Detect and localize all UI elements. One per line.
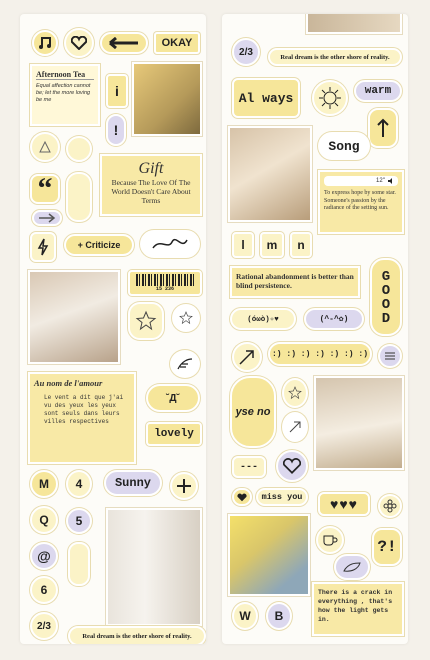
sparkle-sticker: [170, 472, 198, 500]
lovely-sticker: lovely: [146, 422, 202, 446]
letter-w-sticker: W: [232, 602, 258, 630]
arrow-left-sticker: [100, 32, 148, 54]
circle-a-sticker: [30, 132, 60, 162]
face-kaomoji-sticker: (óωò)✧♥: [230, 308, 296, 330]
lines-sticker: [378, 344, 402, 368]
letter-q-sticker: Q: [30, 506, 58, 534]
stars-sticker: [128, 302, 164, 340]
rational-text: Rational abandonment is better than blind persistence.: [236, 272, 354, 290]
question-exclaim-sticker: ?!: [372, 528, 402, 566]
heart-small-icon: [237, 493, 247, 502]
barcode-number: 15 236: [155, 286, 174, 292]
scribble-bubble-sticker: [140, 230, 200, 258]
song-sticker: Song: [318, 132, 370, 160]
feather-icon: [176, 357, 194, 371]
swirl-strip-sticker: [68, 542, 90, 586]
feather-sticker: [170, 350, 200, 378]
girl-hoodie-photo: [28, 270, 120, 364]
leaf-sticker: [334, 554, 370, 580]
top-banner-sticker: Real dream is the other shore of reality.: [268, 48, 402, 66]
okay-sticker: OKAY: [154, 32, 200, 54]
arrow-sticker: [282, 412, 308, 442]
sunny-sticker: Sunny: [104, 470, 162, 496]
letter-b-sticker: B: [266, 602, 292, 630]
arrow-up-icon: [376, 117, 390, 139]
curtain-room-photo: [106, 508, 202, 626]
at-sign-sticker: @: [30, 542, 58, 570]
miss-you-sticker: miss you: [256, 488, 308, 506]
number-5-sticker: 5: [66, 508, 92, 534]
criticize-sticker: + Criticize: [64, 234, 134, 256]
circle-blank-sticker: [66, 136, 92, 162]
letter-l-sticker: l: [232, 232, 254, 258]
bottom-banner-sticker: Real dream is the other shore of reality.: [68, 626, 206, 644]
flower-sticker: [378, 494, 402, 518]
arrow-right-icon: [38, 213, 56, 223]
kaomoji-sticker: ˘Д˘: [146, 384, 200, 412]
lightning-icon: [37, 238, 49, 256]
star-icon: [287, 385, 303, 401]
hope-text: To express hope by some star. Someone's passion by the radiance of the setting sun.: [324, 190, 396, 211]
tea-photo: [132, 62, 202, 136]
number-4-sticker: 4: [66, 470, 92, 498]
gift-card: [100, 154, 202, 216]
yse-no-sticker: yse no: [230, 376, 276, 448]
heart-icon: [283, 458, 301, 474]
french-title: Au nom de l'amour: [34, 378, 103, 388]
heart-icon: [71, 36, 87, 50]
afternoon-tea-title: Afternoon Tea: [36, 70, 94, 80]
barcode-icon: [136, 274, 194, 286]
heart-outline-sticker: [276, 450, 308, 482]
star-outline-sticker: [172, 304, 200, 332]
barcode-sticker: [128, 270, 202, 296]
yellow-flowers-photo: [228, 514, 310, 596]
cat-cake-photo: [314, 376, 404, 470]
music-time: 12'': [376, 178, 385, 184]
right-sticker-sheet: [222, 14, 408, 644]
volume-icon: [387, 177, 395, 185]
equals-icon: [384, 351, 396, 361]
quote-sticker: “: [30, 174, 60, 204]
fraction-sticker: 2/3: [30, 612, 58, 640]
afternoon-tea-body: Equal affection cannot be; let the more loving be me: [36, 83, 91, 103]
heart-sticker: [64, 28, 94, 58]
always-sticker: Al ways: [232, 78, 300, 118]
arrow-diagonal-icon: [238, 348, 256, 366]
hearts-sticker: ♥♥♥: [318, 492, 370, 516]
afternoon-tea-card: [30, 64, 100, 126]
flower-strip-sticker: [66, 172, 92, 222]
flower-bouquet-photo: [228, 126, 312, 222]
star-badge-sticker: [282, 378, 308, 408]
letter-m-sticker: m: [260, 232, 284, 258]
smiley-dots-sticker: :) :) :) :) :) :) :): [268, 342, 372, 366]
sun-icon: [318, 86, 342, 110]
arrow-up-sticker: [368, 108, 398, 148]
music-player-card: [318, 170, 404, 234]
flower-icon: [383, 499, 397, 513]
music-note-icon: [37, 35, 53, 51]
sparkle-icon: [176, 478, 192, 494]
french-body: Le vent a dit que j'ai vu des yeux les yeux sont seuls dans leurs villes respectives: [44, 394, 124, 425]
exclaim-sticker: !: [106, 114, 126, 146]
leaf-icon: [342, 561, 362, 573]
letter-n-sticker: n: [290, 232, 312, 258]
star-small-icon: [178, 310, 194, 326]
arrow-left-icon: [108, 37, 140, 49]
arrow-diagonal-sticker: [232, 342, 262, 372]
crack-text: There is a crack in everything , that's how the light gets in.: [318, 589, 393, 623]
gift-body: Because The Love Of The World Doesn't Care About Terms: [111, 178, 191, 205]
small-heart-sticker: [232, 488, 252, 506]
crack-quote-card: [312, 582, 404, 636]
fraction-sticker: 2/3: [232, 38, 260, 66]
lightning-sticker: [30, 232, 56, 262]
good-sticker: GOOD: [370, 258, 402, 336]
sun-sticker: [312, 80, 348, 116]
scribble-icon: [150, 236, 190, 252]
music-note-sticker: [32, 30, 58, 56]
cup-sticker: [316, 526, 344, 554]
cup-icon: [322, 533, 338, 547]
letter-i-sticker: i: [106, 74, 128, 108]
left-sticker-sheet: [20, 14, 206, 644]
top-cropped-photo: [306, 14, 402, 34]
number-6-sticker: 6: [30, 576, 58, 604]
flower-kaomoji-sticker: (^-^✿): [304, 308, 364, 330]
arrow-right-sticker: [32, 210, 62, 226]
dashes-sticker: ---: [232, 456, 266, 478]
arrow-icon: [288, 420, 302, 434]
gift-title: Gift: [138, 160, 164, 177]
rational-card: [230, 266, 360, 298]
french-poem-card: [28, 372, 136, 464]
warm-sticker: warm: [354, 80, 402, 102]
letter-m-sticker: M: [30, 470, 58, 498]
triangle-icon: [38, 140, 52, 154]
star-icon: [134, 309, 158, 333]
